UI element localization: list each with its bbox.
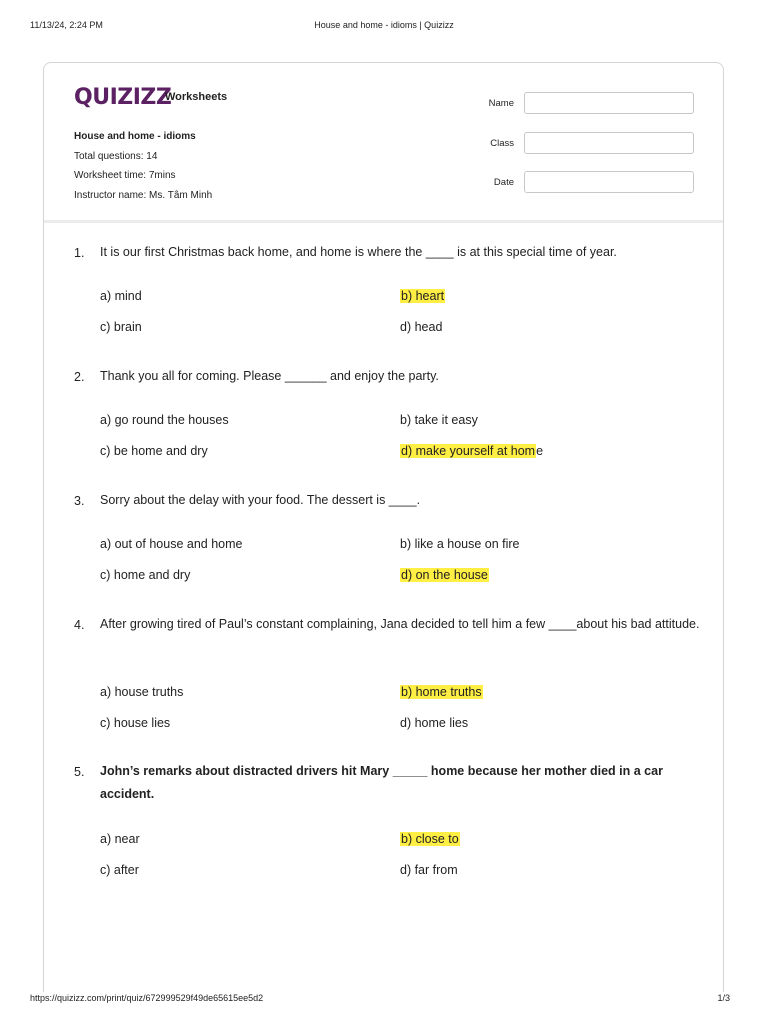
answer-highlight: b) home truths (401, 685, 482, 699)
option-c: c) be home and dry (100, 444, 208, 458)
print-datetime: 11/13/24, 2:24 PM (30, 20, 103, 30)
answer-highlight: d) on the house (401, 568, 488, 582)
worksheet-title: House and home - idioms (74, 131, 196, 142)
option-c: c) house lies (100, 716, 171, 730)
date-label: Date (493, 177, 514, 188)
answer-highlight: b) heart (401, 289, 445, 303)
question-number: 5. (74, 765, 85, 779)
quizizz-logo: QUIZIZZ (74, 85, 172, 110)
brand (74, 85, 228, 111)
worksheet-card (43, 62, 724, 992)
print-header (30, 20, 738, 34)
option-a: a) near (100, 832, 140, 846)
print-page-title: House and home - idioms | Quizizz (314, 20, 454, 30)
question-5 (74, 765, 699, 885)
option-d: d) far from (400, 863, 458, 877)
option-c: c) after (100, 863, 139, 877)
option-b-correct (400, 832, 460, 846)
answer-highlight: b) close to (401, 832, 459, 846)
option-c: c) home and dry (100, 568, 191, 582)
worksheet-meta (74, 127, 212, 205)
name-input[interactable] (524, 92, 694, 114)
option-d-correct: d) make yourself at home (401, 444, 544, 458)
question-text: Sorry about the delay with your food. The dessert is ____. (100, 493, 421, 507)
option-d: d) head (400, 320, 443, 334)
class-label: Class (490, 138, 514, 149)
print-url[interactable]: https://quizizz.com/print/quiz/672999529f49de65615ee5d2 (30, 993, 264, 1003)
worksheets-label: Worksheets (165, 91, 228, 103)
print-footer (30, 993, 738, 1007)
option-d: d) home lies (400, 716, 469, 730)
question-number: 4. (74, 618, 85, 632)
question-number: 1. (74, 246, 85, 260)
question-text: It is our first Christmas back home, and home is where the ____ is at this special time of year. (100, 245, 617, 259)
option-a: a) mind (100, 289, 142, 303)
option-c: c) brain (100, 320, 142, 334)
option-b-correct (400, 289, 445, 303)
date-field-row (464, 171, 694, 195)
question-number: 3. (74, 494, 85, 508)
worksheet-time: Worksheet time: 7mins (74, 170, 176, 181)
question-text: John’s remarks about distracted drivers hit Mary _____ home because her mother died in a car accident. (100, 764, 663, 801)
option-b: b) take it easy (400, 413, 478, 427)
answer-highlight: d) make yourself at hom (401, 444, 536, 458)
page-number: 1/3 (717, 993, 730, 1003)
date-input[interactable] (524, 171, 694, 193)
option-a: a) out of house and home (100, 537, 243, 551)
question-number: 2. (74, 370, 85, 384)
option-b-correct (400, 685, 483, 699)
question-text: After growing tired of Paul’s constant complaining, Jana decided to tell him a few ____about his bad attitude. (100, 617, 700, 631)
question-3 (74, 494, 699, 594)
class-input[interactable] (524, 132, 694, 154)
class-field-row (464, 132, 694, 156)
question-2 (74, 370, 699, 470)
question-text: Thank you all for coming. Please ______ and enjoy the party. (100, 369, 439, 383)
question-4 (74, 618, 699, 738)
option-a: a) house truths (100, 685, 184, 699)
option-d-correct (400, 568, 489, 582)
name-field-row (464, 92, 694, 116)
option-a: a) go round the houses (100, 413, 229, 427)
option-b: b) like a house on fire (400, 537, 520, 551)
total-questions: Total questions: 14 (74, 150, 158, 162)
question-1 (74, 246, 699, 346)
worksheet-header (44, 63, 723, 223)
name-label: Name (488, 98, 514, 109)
instructor-name: Instructor name: Ms. Tâm Minh (74, 189, 213, 201)
